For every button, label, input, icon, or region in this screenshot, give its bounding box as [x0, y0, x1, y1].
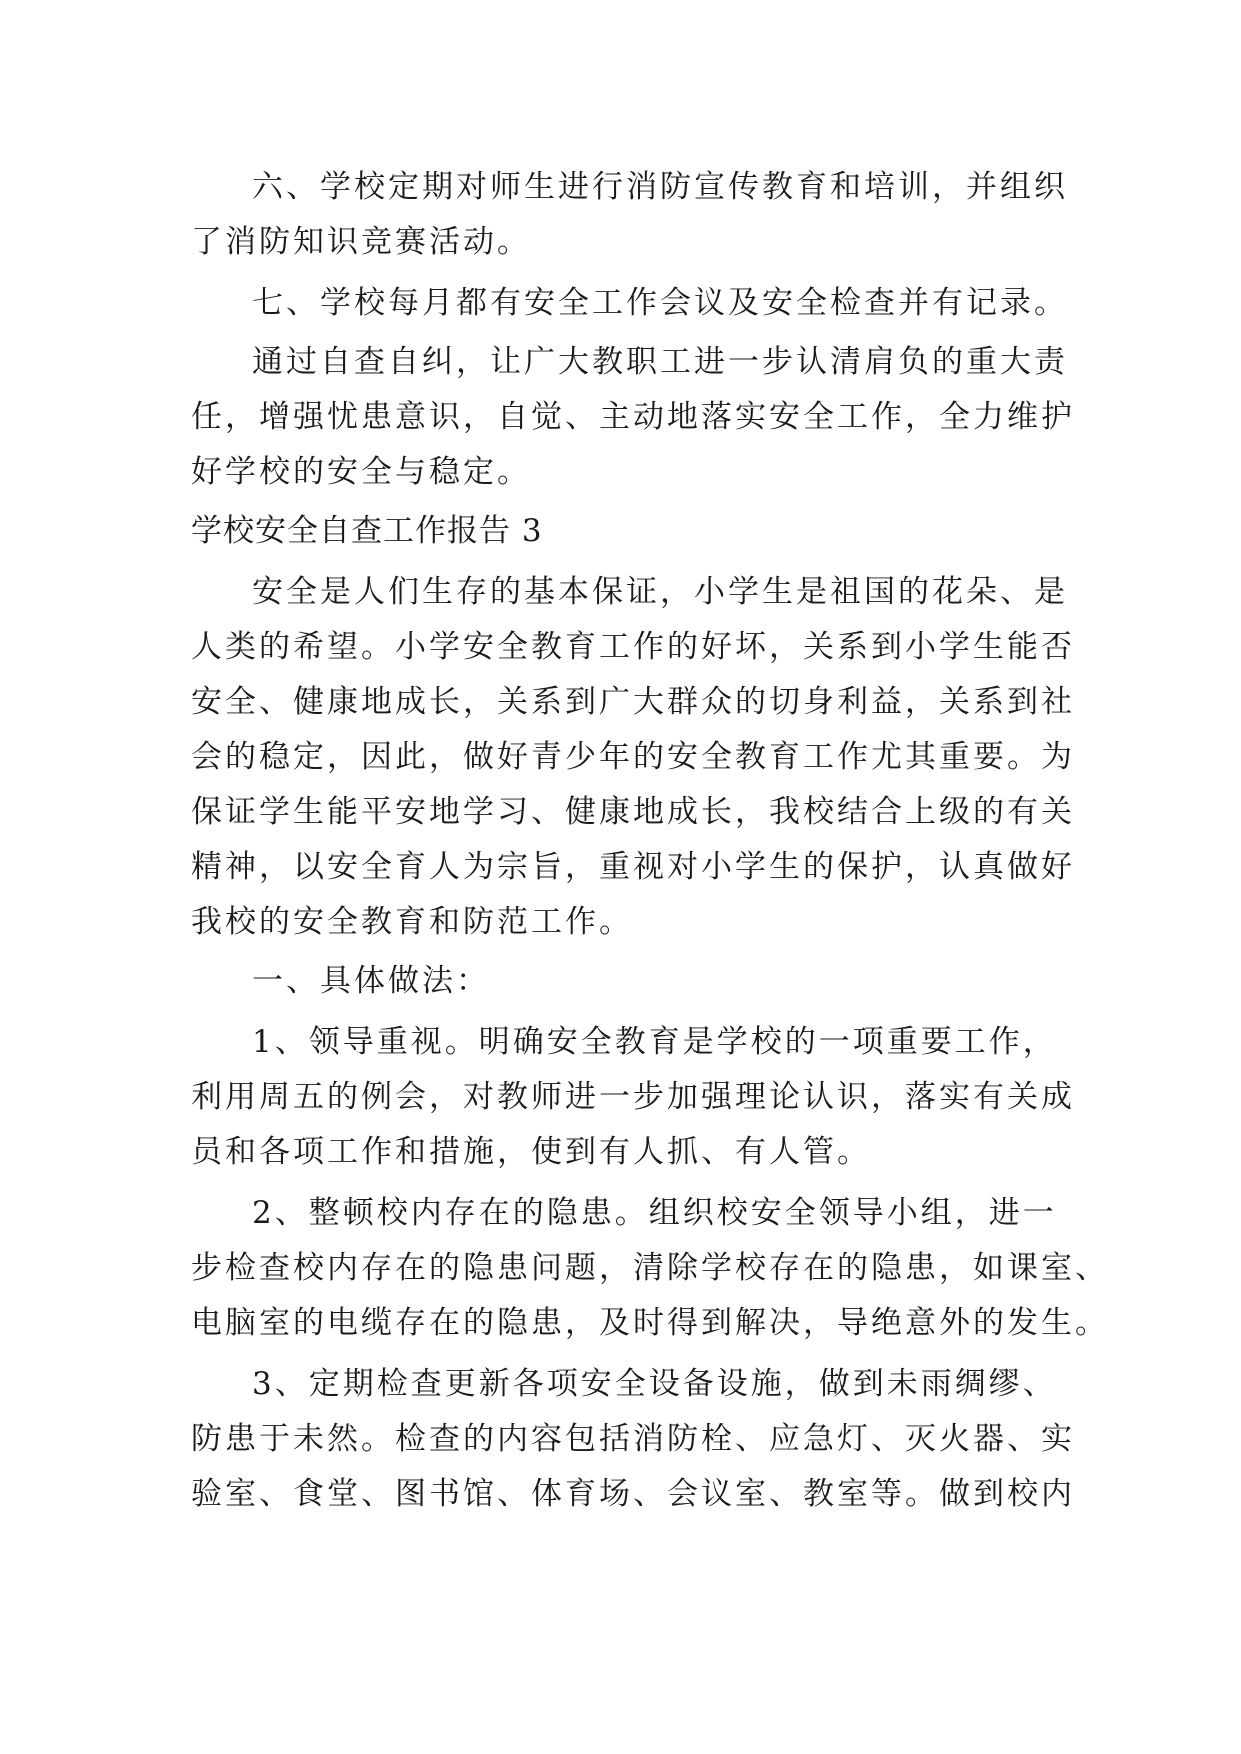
section-heading: 学校安全自查工作报告 3: [191, 513, 543, 549]
paragraph-line: 安全、健康地成长，关系到广大群众的切身利益，关系到社: [191, 684, 1075, 720]
paragraph-line: 精神，以安全育人为宗旨，重视对小学生的保护，认真做好: [191, 849, 1075, 885]
paragraph-line: 验室、食堂、图书馆、体育场、会议室、教室等。做到校内: [191, 1476, 1075, 1512]
paragraph-line: 会的稳定，因此，做好青少年的安全教育工作尤其重要。为: [191, 739, 1075, 775]
paragraph-line: 七、学校每月都有安全工作会议及安全检查并有记录。: [252, 285, 1068, 321]
paragraph-line: 任，增强忧患意识，自觉、主动地落实安全工作，全力维护: [191, 399, 1075, 435]
paragraph-line: 电脑室的电缆存在的隐患，及时得到解决，导绝意外的发生。: [191, 1305, 1109, 1341]
paragraph-line: 我校的安全教育和防范工作。: [191, 904, 633, 940]
paragraph-line: 通过自查自纠，让广大教职工进一步认清肩负的重大责: [252, 344, 1068, 380]
paragraph-line: 一、具体做法：: [252, 963, 490, 999]
paragraph-line: 安全是人们生存的基本保证，小学生是祖国的花朵、是: [252, 574, 1068, 610]
paragraph-line: 2、整顿校内存在的隐患。组织校安全领导小组，进一: [252, 1195, 1057, 1231]
paragraph-line: 好学校的安全与稳定。: [191, 454, 531, 490]
paragraph-line: 保证学生能平安地学习、健康地成长，我校结合上级的有关: [191, 794, 1075, 830]
paragraph-line: 人类的希望。小学安全教育工作的好坏，关系到小学生能否: [191, 629, 1075, 665]
paragraph-line: 1、领导重视。明确安全教育是学校的一项重要工作，: [252, 1024, 1057, 1060]
paragraph-line: 3、定期检查更新各项安全设备设施，做到未雨绸缪、: [252, 1366, 1057, 1402]
paragraph-line: 防患于未然。检查的内容包括消防栓、应急灯、灭火器、实: [191, 1421, 1075, 1457]
paragraph-line: 员和各项工作和措施，使到有人抓、有人管。: [191, 1134, 871, 1170]
paragraph-line: 了消防知识竞赛活动。: [191, 224, 531, 260]
paragraph-line: 六、学校定期对师生进行消防宣传教育和培训，并组织: [252, 169, 1068, 205]
paragraph-line: 利用周五的例会，对教师进一步加强理论认识，落实有关成: [191, 1079, 1075, 1115]
paragraph-line: 步检查校内存在的隐患问题，清除学校存在的隐患，如课室、: [191, 1250, 1109, 1286]
